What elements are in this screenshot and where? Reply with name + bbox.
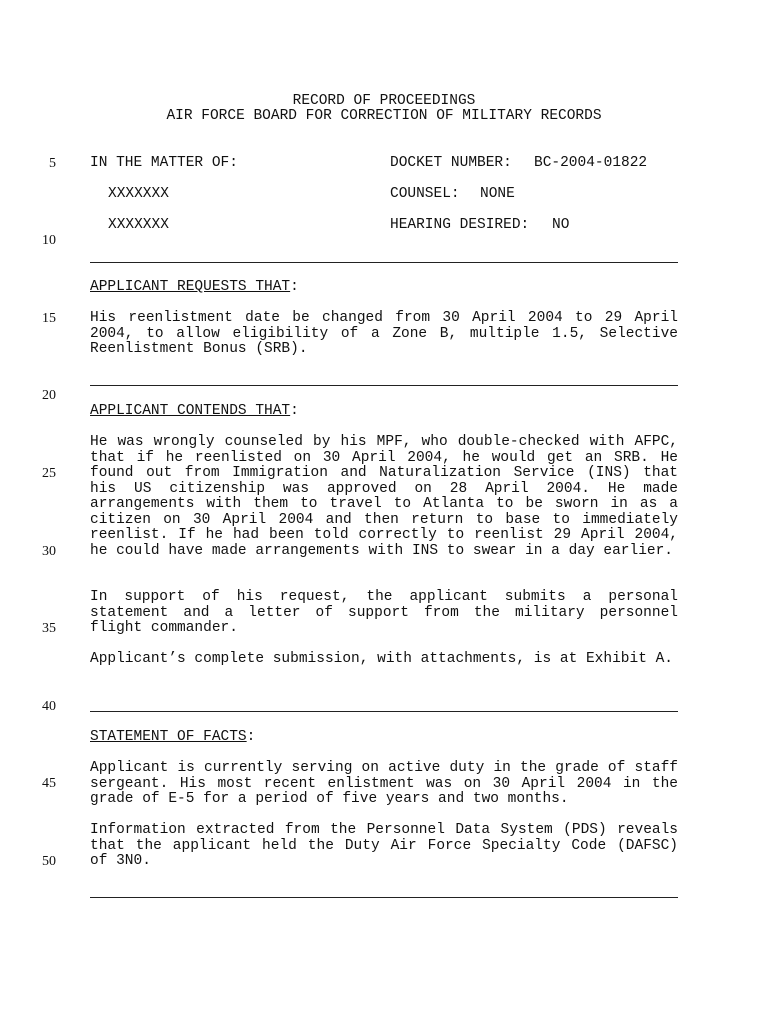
document-title: RECORD OF PROCEEDINGS — [292, 93, 476, 109]
line-number: 25 — [42, 466, 56, 481]
line-number: 15 — [42, 311, 56, 326]
line-number: 5 — [49, 156, 56, 171]
section-divider — [90, 897, 678, 898]
line-number: 20 — [42, 388, 56, 403]
counsel-label: COUNSEL: — [390, 186, 460, 202]
facts-paragraph-2: Information extracted from the Personnel Data System (PDS) reveals that the applicant held the Duty Air Force Specialty Code (DAFSC) of 3N0. — [90, 822, 678, 869]
contends-paragraph-1: He was wrongly counseled by his MPF, who double-checked with AFPC, that if he reenlisted on 30 April 2004, he would get an SRB. He found out from Immigration and Naturalization Service (INS) that his US citizenship was approved on 28 April 2004. He made arrangements with them to travel to Atlanta to be sworn in as a citizen on 30 April 2004 and then return to base to immediately reenlist. If he had been told correctly to reenlist 29 April 2004, he could have made arrangements with INS to swear in a day earlier. — [90, 434, 678, 559]
line-number: 45 — [42, 776, 56, 791]
line-number: 10 — [42, 233, 56, 248]
applicant-name-1: XXXXXXX — [108, 186, 169, 202]
hearing-label: HEARING DESIRED: — [390, 217, 530, 233]
applicant-name-2: XXXXXXX — [108, 217, 169, 233]
section-divider — [90, 262, 678, 263]
contends-paragraph-2: In support of his request, the applicant submits a personal statement and a letter of support from the military personnel flight commander. — [90, 589, 678, 636]
matter-label: IN THE MATTER OF: — [90, 155, 238, 171]
docket-label: DOCKET NUMBER: — [390, 155, 512, 171]
section-heading-contends: APPLICANT CONTENDS THAT: — [90, 403, 299, 419]
contends-paragraph-3: Applicant’s complete submission, with attachments, is at Exhibit A. — [90, 651, 673, 667]
line-number: 30 — [42, 544, 56, 559]
section-divider — [90, 385, 678, 386]
section-divider — [90, 711, 678, 712]
section-heading-facts: STATEMENT OF FACTS: — [90, 729, 256, 745]
document-subtitle: AIR FORCE BOARD FOR CORRECTION OF MILITARY RECORDS — [166, 108, 602, 124]
facts-paragraph-1: Applicant is currently serving on active duty in the grade of staff sergeant. His most recent enlistment was on 30 April 2004 in the grade of E-5 for a period of five years and two months. — [90, 760, 678, 807]
section-heading-requests: APPLICANT REQUESTS THAT: — [90, 279, 299, 295]
line-number: 50 — [42, 854, 56, 869]
line-number: 40 — [42, 699, 56, 714]
line-number: 35 — [42, 621, 56, 636]
hearing-value: NO — [552, 217, 570, 233]
docket-number: BC-2004-01822 — [534, 155, 648, 171]
requests-paragraph: His reenlistment date be changed from 30 April 2004 to 29 April 2004, to allow eligibility of a Zone B, multiple 1.5, Selective Reenlistment Bonus (SRB). — [90, 310, 678, 357]
counsel-value: NONE — [480, 186, 515, 202]
